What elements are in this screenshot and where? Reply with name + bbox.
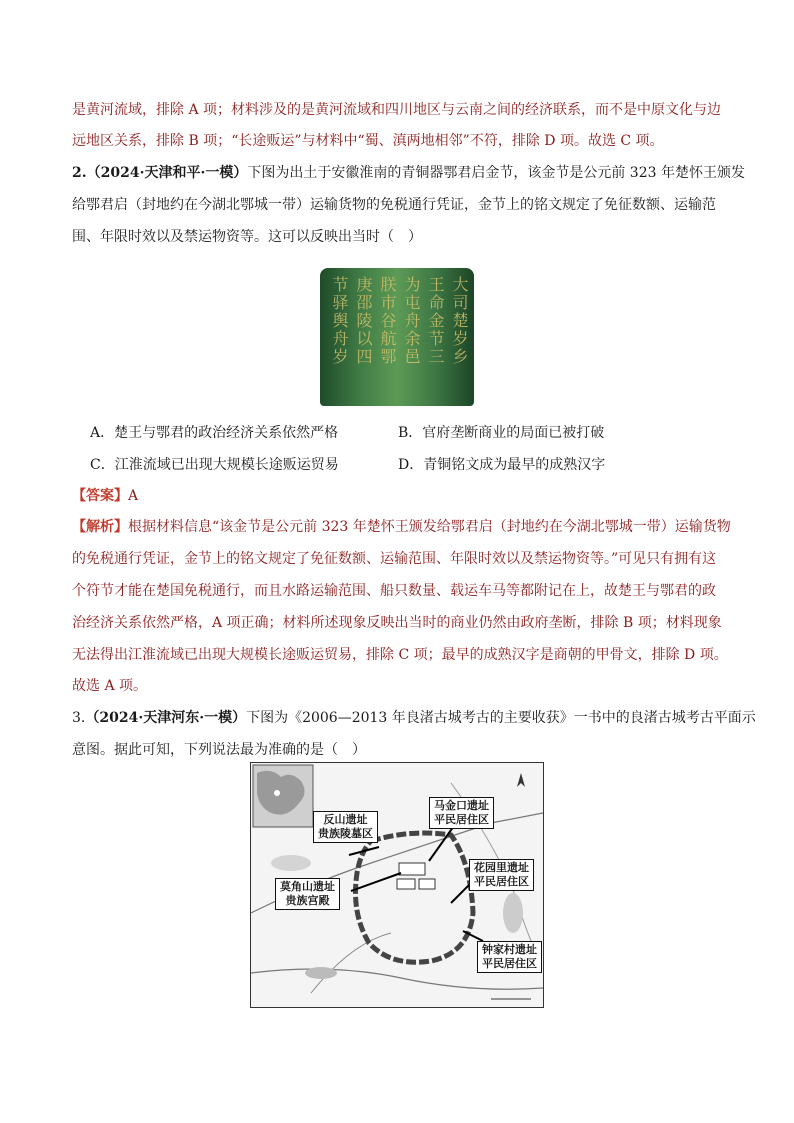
q2-analysis-line-4: 治经济关系依然严格，A 项正确；材料所述现象反映出当时的商业仍然由政府垄断，排除 B 项；材料现象 (72, 615, 722, 631)
q2-option-c[interactable]: C．江淮流域已出现大规模长途贩运贸易 (90, 457, 339, 473)
q3-source: （2024·天津河东·一模） (85, 710, 247, 726)
q2-stem-line-1 (72, 163, 745, 183)
q2-stem-line-2: 给鄂君启（封地约在今湖北鄂城一带）运输货物的免税通行凭证，金节上的铭文规定了免征数额、运输范 (72, 197, 716, 213)
q2-analysis-text-1: 根据材料信息“该金节是公元前 323 年楚怀王颁发给鄂君启（封地约在今湖北鄂城一带）运输货物 (128, 519, 731, 535)
q2-stem-line-3: 围、年限时效以及禁运物资等。这可以反映出当时（ ） (72, 229, 422, 245)
q2-answer-line (72, 486, 138, 506)
q2-option-a[interactable]: A．楚王与鄂君的政治经济关系依然严格 (90, 425, 339, 441)
map-label-majinkou: 马金口遗址 平民居住区 (429, 797, 494, 829)
answer-label: 【答案】 (72, 488, 128, 504)
q2-analysis-line-3: 个符节才能在楚国免税通行，而且水路运输范围、船只数量、载运车马等都附记在上，故楚王与鄂君的政 (72, 583, 716, 599)
q2-number: 2. (72, 165, 87, 181)
q2-analysis-line-6: 故选 A 项。 (72, 678, 148, 694)
q2-analysis-line-1 (72, 517, 731, 537)
map-label-huayuanli: 花园里遗址 平民居住区 (469, 859, 534, 891)
q2-option-d[interactable]: D．青铜铭文成为最早的成熟汉字 (398, 457, 606, 473)
analysis-label: 【解析】 (72, 519, 128, 535)
q2-option-b[interactable]: B．官府垄断商业的局面已被打破 (398, 425, 605, 441)
q3-number: 3. (72, 710, 86, 726)
prev-analysis-line-2: 远地区关系，排除 B 项；“长途贩运”与材料中“蜀、滇两地相邻”不符，排除 D 项。故选 C 项。 (72, 133, 664, 149)
q2-analysis-line-2: 的免税通行凭证，金节上的铭文规定了免征数额、运输范围、年限时效以及禁运物资等。”可见只有拥有这 (72, 551, 717, 567)
q2-analysis-line-5: 无法得出江淮流域已出现大规模长途贩运贸易，排除 C 项；最早的成熟汉字是商朝的甲骨文，排除 D 项。 (72, 647, 728, 663)
q3-stem-line-1 (72, 708, 756, 728)
q2-stem-text-1: 下图为出土于安徽淮南的青铜器鄂君启金节，该金节是公元前 323 年楚怀王颁发 (247, 165, 745, 181)
q2-source: （2024·天津和平·一模） (86, 165, 248, 181)
prev-analysis-line-1: 是黄河流域，排除 A 项；材料涉及的是黄河流域和四川地区与云南之间的经济联系，而不是中原文化与边 (72, 102, 722, 118)
answer-value: A (128, 488, 139, 504)
map-label-zhongjiacun: 钟家村遗址 平民居住区 (477, 941, 542, 973)
map-label-mojiaoshan: 莫角山遗址 贵族宫殿 (275, 878, 340, 910)
q3-stem-text-1: 下图为《2006—2013 年良渚古城考古的主要收获》一书中的良渚古城考古平面示 (246, 710, 756, 726)
bronze-tally-image: 节驿舆舟岁 庚邵陵以四 朕市谷航鄂 为屯舟余邑 王命金节三 大司楚岁乡 (320, 268, 474, 406)
q3-stem-line-2: 意图。据此可知，下列说法最为准确的是（ ） (72, 742, 366, 758)
liangzhu-site-map (250, 762, 544, 1008)
map-label-fanshan: 反山遗址 贵族陵墓区 (313, 811, 378, 843)
